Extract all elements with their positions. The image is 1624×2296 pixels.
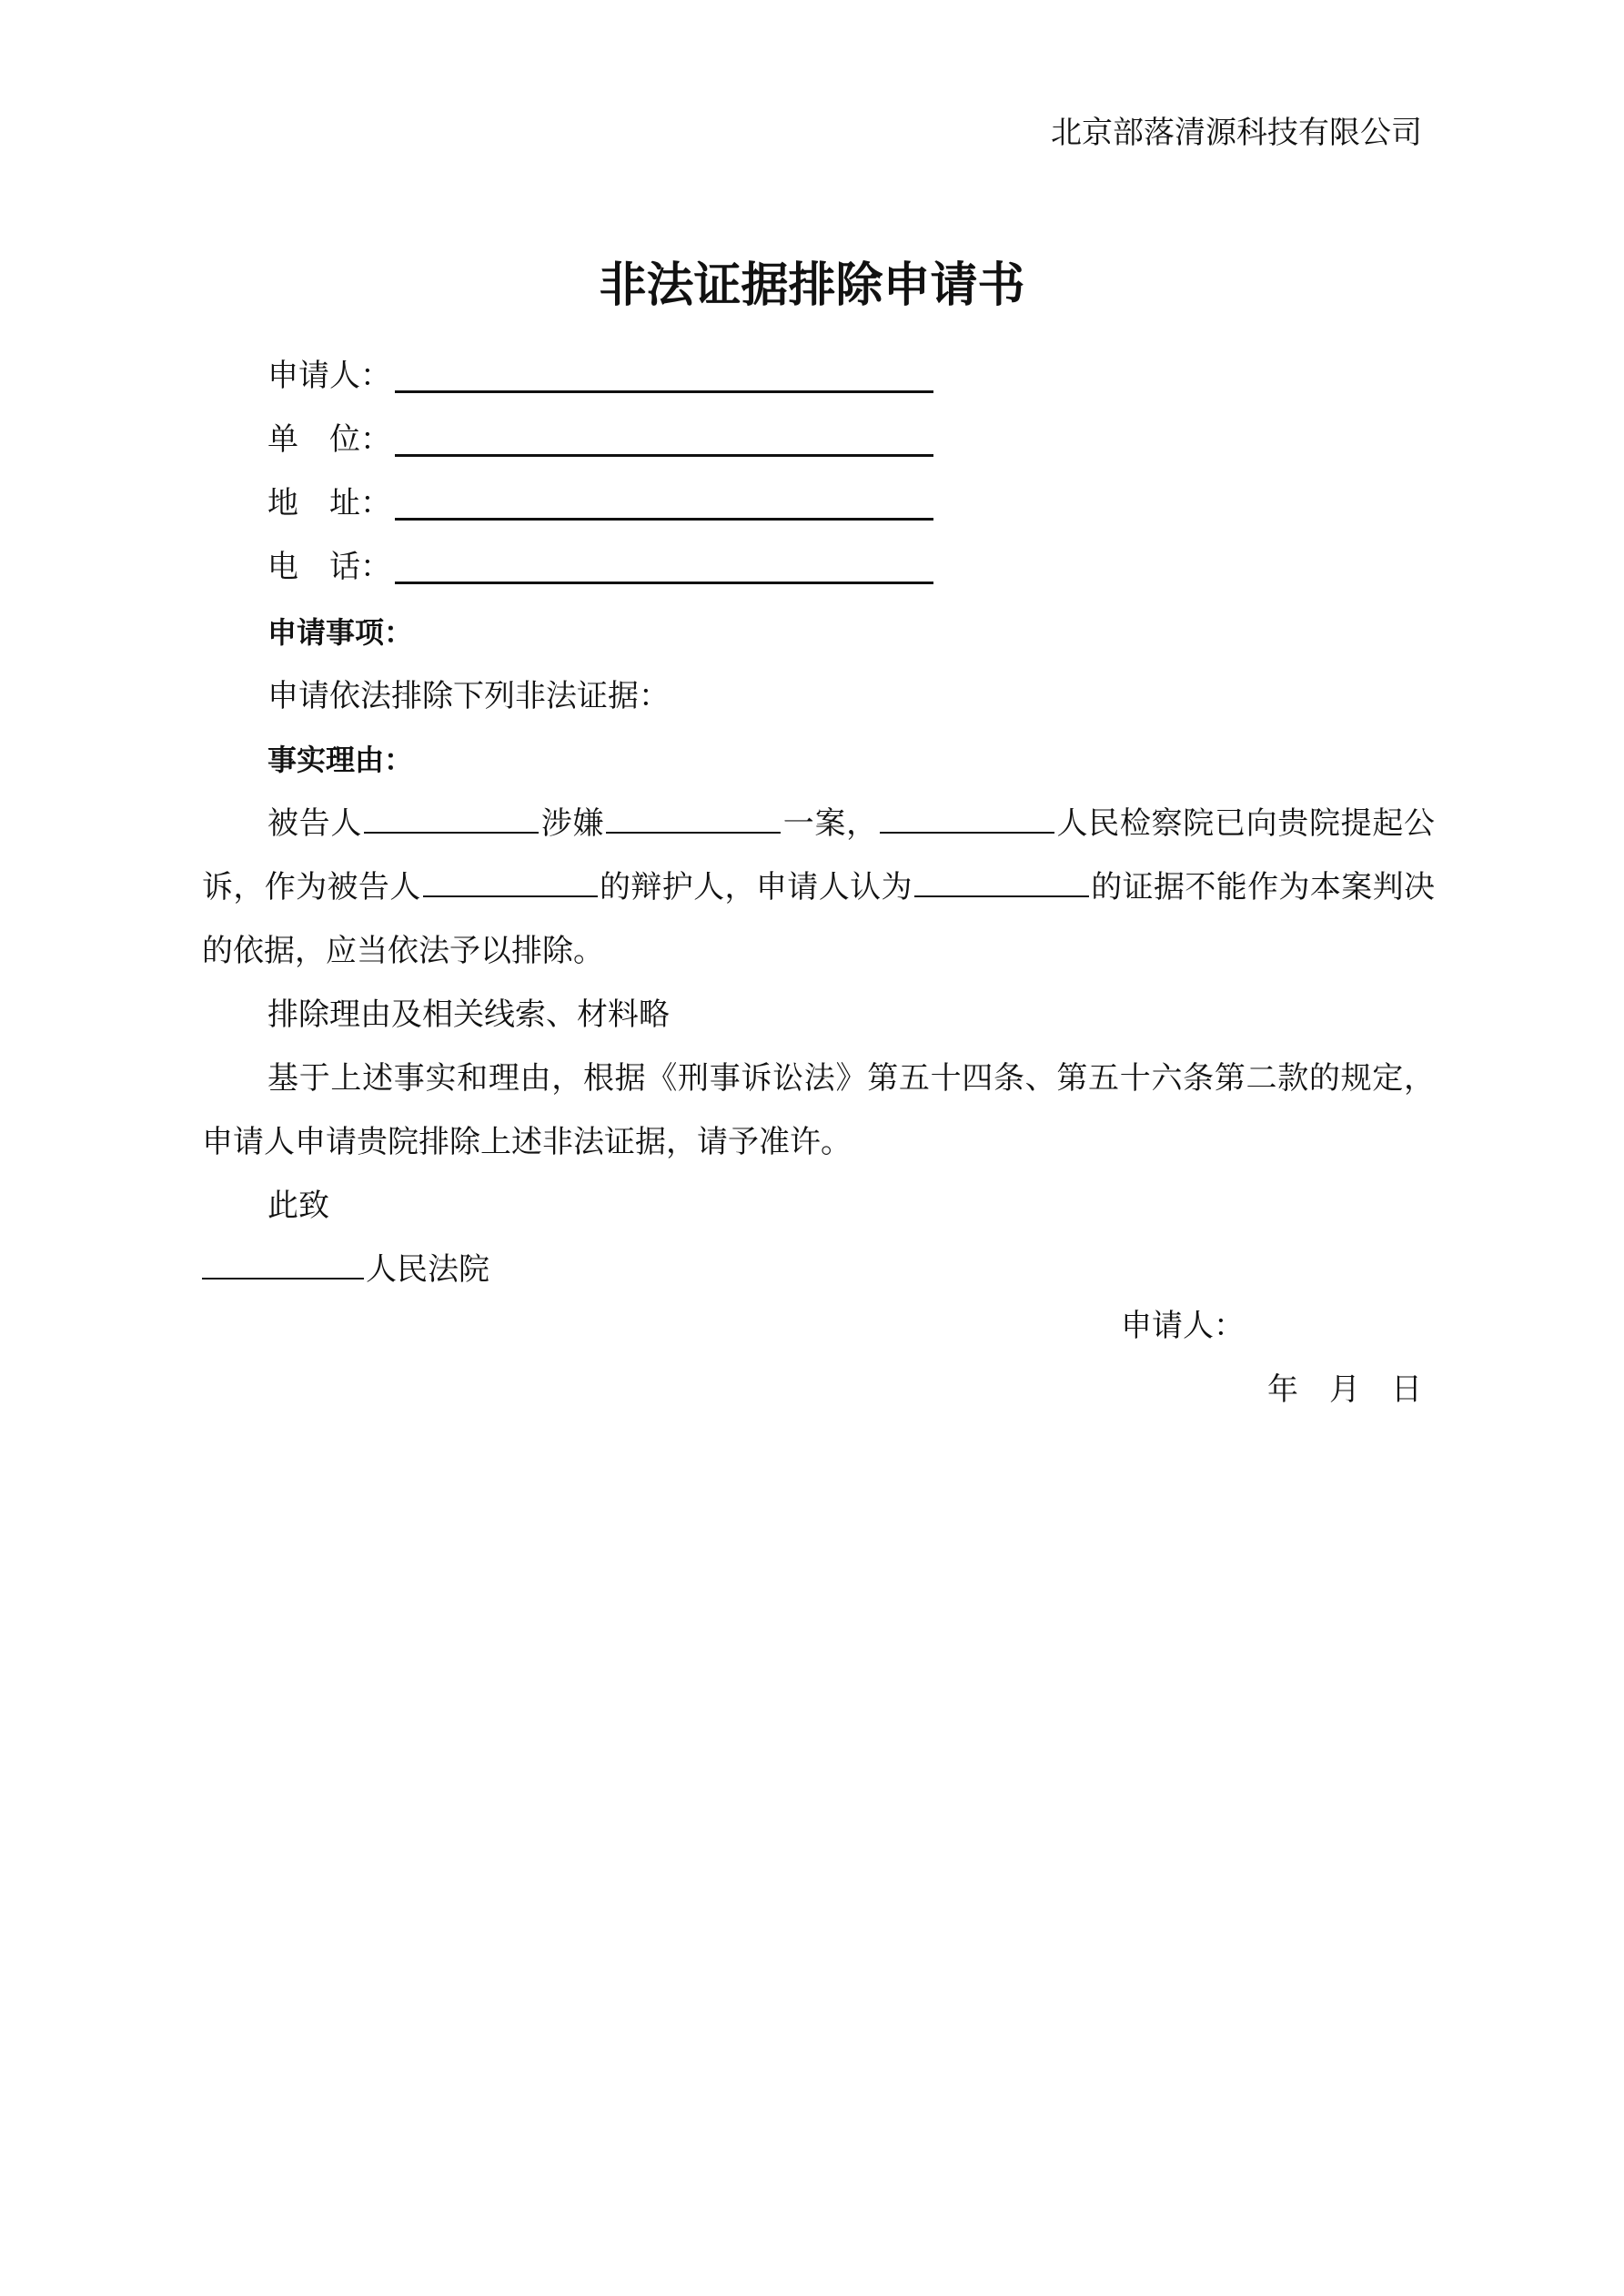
phone-label: 电 话： <box>267 549 391 585</box>
phone-field <box>267 544 933 590</box>
court-name-blank[interactable] <box>202 1250 364 1279</box>
fact-text-6: 的证据不能作为本案判决的依据，应当依法予以排除。 <box>202 869 1435 969</box>
defendant-name-blank[interactable] <box>364 804 539 834</box>
company-name: 北京部落清源科技有限公司 <box>1051 115 1422 151</box>
signature-applicant: 申请人： <box>1121 1308 1245 1344</box>
address-field <box>267 480 933 526</box>
procuratorate-blank[interactable] <box>880 804 1054 834</box>
reason-detail: 排除理由及相关线索、材料略 <box>267 996 670 1033</box>
salutation: 此致 <box>267 1188 329 1224</box>
applicant-field <box>267 353 933 399</box>
fact-text-3: 一案， <box>782 805 878 842</box>
matter-text: 申请依法排除下列非法证据： <box>267 678 670 714</box>
document-title: 非法证据排除申请书 <box>599 258 1025 313</box>
matter-heading: 申请事项： <box>267 615 414 650</box>
fact-text-5: 的辩护人，申请人认为 <box>599 869 913 905</box>
court-suffix: 人民法院 <box>366 1251 489 1288</box>
fact-text-2: 涉嫌 <box>540 805 605 842</box>
applicant-label: 申请人： <box>267 358 391 394</box>
fact-text-4: 人民检察院已向贵院提起公诉，作为被告人 <box>202 805 1436 905</box>
charge-blank[interactable] <box>606 804 781 834</box>
unit-field <box>267 417 933 462</box>
basis-paragraph: 基于上述事实和理由，根据《刑事诉讼法》第五十四条、第五十六条第二款的规定，申请人申请贵院排除上述非法证据，请予准许。 <box>202 1060 1435 1160</box>
phone-blank[interactable] <box>395 549 933 584</box>
reason-heading: 事实理由： <box>267 743 414 777</box>
evidence-blank[interactable] <box>914 868 1089 897</box>
defendant-name-blank-2[interactable] <box>423 868 598 897</box>
unit-blank[interactable] <box>395 421 933 457</box>
applicant-blank[interactable] <box>395 358 933 393</box>
address-blank[interactable] <box>395 485 933 521</box>
fact-paragraph <box>202 792 1435 983</box>
fact-text-1: 被告人 <box>267 805 363 842</box>
signature-date: 年 月 日 <box>1267 1371 1422 1408</box>
address-label: 地 址： <box>267 485 391 521</box>
court-line <box>202 1238 1435 1301</box>
unit-label: 单 位： <box>267 421 391 458</box>
